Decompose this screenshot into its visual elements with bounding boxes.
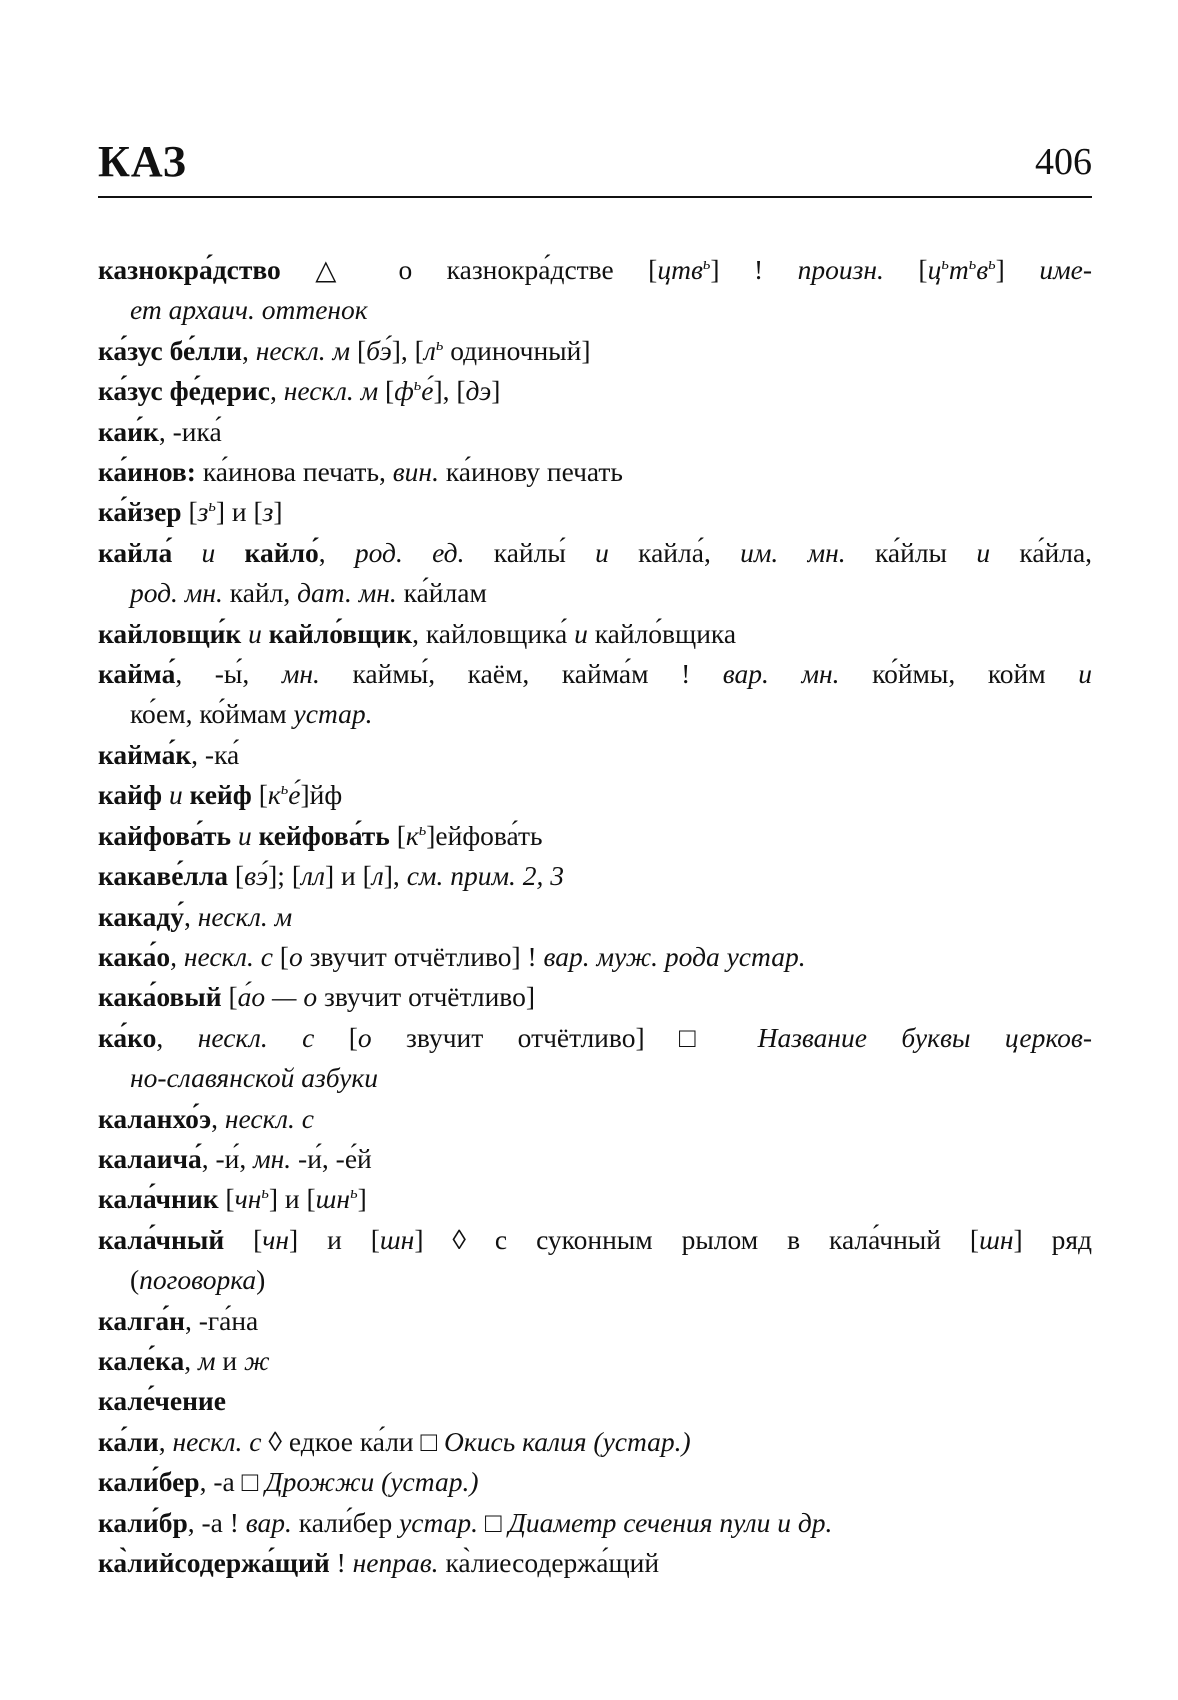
grammar-note: и	[241, 617, 269, 649]
entry-text: ка́йла,	[990, 536, 1093, 568]
grammar-note: см. прим. 2, 3	[406, 860, 564, 892]
headword: кайла́	[98, 536, 173, 568]
headword: кала́чник	[98, 1183, 219, 1215]
entry-line	[98, 897, 1092, 937]
headword: кака́о	[98, 940, 171, 972]
entry-line	[98, 1139, 1092, 1179]
dictionary-entry	[98, 1503, 1092, 1543]
entry-text: ко́ем, ко́ймам	[130, 698, 294, 730]
entry-line	[98, 1462, 1092, 1502]
grammar-note: произн.	[797, 254, 884, 285]
entry-continuation-line	[98, 290, 1092, 330]
entry-text: ]; [	[268, 860, 301, 892]
dictionary-entry	[98, 1543, 1092, 1583]
headword: кайло́вщик	[268, 617, 413, 649]
entry-text: ] ◊ с суконным рылом в кала́чный [	[414, 1223, 980, 1255]
grammar-note: л	[371, 860, 384, 892]
grammar-note: ет архаич. оттенок	[130, 294, 368, 326]
headword: кейфова́ть	[258, 819, 390, 851]
entry-text: , -и́,	[201, 1142, 254, 1174]
entry-text: , -а □	[199, 1466, 266, 1498]
entry-text: , кайловщика́	[412, 617, 575, 649]
grammar-note: и	[231, 819, 259, 851]
entry-continuation-line	[98, 1260, 1092, 1300]
entry-line	[98, 816, 1092, 856]
headword: ка́йзер	[98, 496, 182, 528]
entry-text: кайла́,	[608, 536, 741, 568]
grammar-note: но-славянской азбуки	[130, 1062, 378, 1094]
softness-mark: ь	[261, 1183, 269, 1203]
dictionary-entry	[98, 775, 1092, 815]
grammar-note: и	[162, 779, 190, 811]
entry-text: ]	[357, 1183, 367, 1215]
entry-text: , -ика́	[158, 415, 222, 447]
entry-line	[98, 1220, 1092, 1260]
entry-text: кайлы́	[464, 536, 596, 568]
dictionary-entry	[98, 1301, 1092, 1341]
entry-text: , -ы́,	[175, 658, 282, 690]
entry-text: [	[350, 334, 367, 366]
grammar-note: чн	[262, 1223, 290, 1255]
entry-line	[98, 331, 1092, 371]
grammar-note: нескл. м	[197, 900, 293, 932]
grammar-note: им. мн.	[740, 536, 846, 568]
headword: ка́зус бе́лли	[98, 334, 242, 366]
entry-line	[98, 977, 1092, 1017]
grammar-note: о	[288, 940, 303, 972]
entry-text: звучит отчётливо] □	[371, 1021, 758, 1053]
headword: кала́чный	[98, 1223, 225, 1255]
entry-text: □	[478, 1506, 509, 1538]
entry-text: одиночный]	[443, 334, 591, 366]
headword: калaича́	[98, 1142, 202, 1174]
headword: кака́овый	[98, 981, 222, 1013]
entry-text: ,	[269, 375, 284, 407]
grammar-note: мн.	[281, 658, 320, 690]
entry-text: кайл,	[222, 577, 298, 609]
grammar-note: устар.	[399, 1506, 479, 1538]
grammar-note: род. мн.	[130, 577, 223, 609]
headword: кайло́	[244, 536, 319, 568]
entry-line	[98, 614, 1092, 654]
entry-text: ], [	[433, 375, 466, 407]
grammar-note: и	[595, 536, 609, 568]
grammar-note: к	[405, 819, 419, 851]
softness-mark: ь	[435, 334, 444, 354]
grammar-note: лл	[300, 860, 325, 892]
entry-text: [	[228, 860, 245, 892]
entry-text: ,	[318, 536, 355, 568]
grammar-note: к	[267, 779, 281, 811]
entry-line	[98, 1341, 1092, 1381]
grammar-note: вар. муж. рода устар.	[543, 940, 806, 972]
grammar-note: бэ́	[366, 334, 392, 366]
entry-text: ,	[184, 900, 198, 932]
entry-line	[98, 1503, 1092, 1543]
entry-line	[98, 856, 1092, 896]
header-rule	[98, 196, 1092, 198]
headword: казнокра́дство	[98, 254, 281, 285]
grammar-note: вин.	[392, 456, 439, 488]
headword: ка́инов:	[98, 456, 196, 488]
entry-text: )	[256, 1264, 266, 1296]
entry-text: ,	[158, 1425, 173, 1457]
grammar-note: л	[423, 334, 436, 366]
entry-line	[98, 775, 1092, 815]
headword: кейф	[189, 779, 252, 811]
grammar-note: вэ́	[244, 860, 269, 892]
entry-text: ка́инова печать,	[195, 456, 393, 488]
page-number: 406	[1035, 141, 1092, 183]
entry-text: ],	[383, 860, 407, 892]
dictionary-entry	[98, 1381, 1092, 1421]
entry-text: , -ка́	[191, 738, 240, 770]
headword: ка́ко	[98, 1021, 157, 1053]
grammar-note: устар.	[293, 698, 373, 730]
softness-mark: ь	[988, 253, 996, 273]
grammar-note: неправ.	[352, 1547, 439, 1578]
entry-text: ка́йлам	[396, 577, 487, 609]
dictionary-entry	[98, 250, 1092, 331]
entry-text: ко́ймы, койм	[839, 658, 1079, 690]
entry-text: !	[329, 1547, 353, 1578]
grammar-note: нескл. с	[224, 1102, 314, 1134]
dictionary-entry	[98, 856, 1092, 896]
softness-mark: ь	[941, 253, 949, 273]
grammar-note: м	[197, 1344, 216, 1376]
headword: каланхо́э	[98, 1102, 212, 1134]
entry-text: ◊ едкое ка́ли □	[261, 1425, 445, 1457]
headword: кали́бр	[98, 1506, 188, 1538]
grammar-note: Дрожжи (устар.)	[265, 1466, 479, 1498]
entry-text: -и́, -е́й	[291, 1142, 372, 1174]
entry-text: [	[181, 496, 198, 528]
headword: кайфова́ть	[98, 819, 232, 851]
headword: калга́н	[98, 1304, 185, 1336]
dictionary-entry	[98, 412, 1092, 452]
entry-text: [	[314, 1021, 358, 1053]
entry-text: кали́бер	[291, 1506, 400, 1538]
entry-text: [	[224, 1223, 263, 1255]
entry-text: [	[251, 779, 268, 811]
entry-line	[98, 250, 1092, 290]
softness-mark: ь	[702, 253, 711, 273]
grammar-note: т	[948, 254, 969, 285]
entry-line	[98, 371, 1092, 411]
grammar-note: нескл. м	[255, 334, 351, 366]
grammar-note: Диаметр сечения пули и др.	[508, 1506, 833, 1538]
headword: кайма́	[98, 658, 176, 690]
grammar-note: , нескл. с	[170, 940, 273, 972]
grammar-note: з	[197, 496, 209, 528]
grammar-note: в	[976, 254, 989, 285]
dictionary-entry	[98, 897, 1092, 937]
entry-line	[98, 412, 1092, 452]
entry-text: ]	[995, 254, 1040, 285]
grammar-note: нескл. с	[197, 1021, 315, 1053]
grammar-note: и	[172, 536, 245, 568]
entry-line	[98, 735, 1092, 775]
entry-text: [	[389, 819, 406, 851]
entry-text: [	[883, 254, 928, 285]
entry-continuation-line	[98, 694, 1092, 734]
dictionary-entry	[98, 371, 1092, 411]
dictionary-entry	[98, 614, 1092, 654]
entry-line	[98, 937, 1092, 977]
entry-text: ,	[211, 1102, 225, 1134]
entry-line	[98, 1381, 1092, 1421]
softness-mark: ь	[208, 496, 216, 516]
headword: какаве́лла	[98, 860, 229, 892]
headword: кале́чение	[98, 1385, 226, 1417]
grammar-note: чн	[234, 1183, 262, 1215]
entry-text: ]ейфова́ть	[426, 819, 543, 851]
grammar-note: име-	[1039, 254, 1092, 285]
grammar-note: ж	[244, 1344, 270, 1376]
entry-line	[98, 1422, 1092, 1462]
dictionary-entry	[98, 1139, 1092, 1179]
entry-continuation-line	[98, 1058, 1092, 1098]
dictionary-entry	[98, 1099, 1092, 1139]
grammar-note: е́	[421, 375, 434, 407]
dictionary-entry	[98, 1462, 1092, 1502]
grammar-note: нескл. м	[283, 375, 379, 407]
entry-text: ка́йлы	[845, 536, 977, 568]
entry-text: [	[218, 1183, 235, 1215]
entry-text: ] и [	[268, 1183, 316, 1215]
grammar-note: шн	[979, 1223, 1014, 1255]
softness-mark: ь	[350, 1183, 358, 1203]
entry-text: ]	[273, 496, 283, 528]
softness-mark: ь	[280, 779, 289, 799]
dictionary-entries	[98, 250, 1092, 1583]
grammar-note: е́	[288, 779, 301, 811]
dictionary-entry	[98, 452, 1092, 492]
grammar-note: о	[357, 1021, 372, 1053]
grammar-note: вар.	[245, 1506, 292, 1538]
entry-text: ] ряд	[1013, 1223, 1092, 1255]
grammar-note: ф	[394, 375, 414, 407]
dictionary-entry	[98, 977, 1092, 1017]
entry-text: , -га́на	[184, 1304, 259, 1336]
dictionary-entry	[98, 331, 1092, 371]
grammar-note: нескл. с	[172, 1425, 262, 1457]
headword: ка́ли	[98, 1425, 159, 1457]
grammar-note: а́о — о	[237, 981, 318, 1013]
headword: кале́ка	[98, 1344, 185, 1376]
entry-line	[98, 1543, 1092, 1583]
headword: ка́зус фе́дерис	[98, 375, 270, 407]
grammar-note: ц	[927, 254, 942, 285]
dictionary-entry	[98, 735, 1092, 775]
entry-text: ] и [	[324, 860, 372, 892]
entry-text: ка́инову печать	[438, 456, 623, 488]
grammar-note: цтв	[657, 254, 703, 285]
headword: ка̀лийсодержа́щий	[98, 1547, 330, 1578]
entry-text: ] и [	[289, 1223, 380, 1255]
entry-text: [	[272, 940, 289, 972]
dictionary-entry	[98, 1220, 1092, 1301]
headword: кайф	[98, 779, 163, 811]
grammar-note: род. ед.	[354, 536, 465, 568]
grammar-note: дат. мн.	[297, 577, 397, 609]
entry-text: ]йф	[300, 779, 343, 811]
entry-line	[98, 1179, 1092, 1219]
entry-text: ], [	[391, 334, 424, 366]
entry-line	[98, 654, 1092, 694]
entry-line	[98, 1018, 1092, 1058]
grammar-note: поговорка	[139, 1264, 257, 1296]
entry-line	[98, 1099, 1092, 1139]
entry-text: ,	[184, 1344, 198, 1376]
entry-text: , -а !	[187, 1506, 246, 1538]
dictionary-entry	[98, 1422, 1092, 1462]
headword: кали́бер	[98, 1466, 200, 1498]
headword: кайма́к	[98, 738, 192, 770]
entry-text: звучит отчётливо] !	[302, 940, 544, 972]
grammar-note: Окись калия (устар.)	[444, 1425, 691, 1457]
softness-mark: ь	[413, 375, 422, 395]
entry-text: ка̀лиесодержа́щий	[438, 1547, 660, 1578]
softness-mark: ь	[968, 253, 977, 273]
grammar-note: и	[976, 536, 991, 568]
dictionary-entry	[98, 1018, 1092, 1099]
headword: каи́к	[98, 415, 159, 447]
grammar-note: шн	[379, 1223, 415, 1255]
guide-word: КАЗ	[98, 137, 187, 186]
softness-mark: ь	[418, 819, 427, 839]
entry-text: ,	[241, 334, 256, 366]
entry-text: ]	[491, 375, 501, 407]
entry-line	[98, 533, 1092, 573]
entry-text: и	[215, 1344, 245, 1376]
entry-text: ] !	[710, 254, 798, 285]
grammar-note: и	[574, 617, 588, 649]
grammar-note: шн	[315, 1183, 351, 1215]
entry-text: ,	[156, 1021, 198, 1053]
grammar-note: и	[1078, 658, 1092, 690]
grammar-note: дэ	[465, 375, 492, 407]
headword: кайловщи́к	[98, 617, 242, 649]
entry-text: (	[130, 1264, 140, 1296]
dictionary-entry	[98, 816, 1092, 856]
entry-line	[98, 452, 1092, 492]
entry-text: каймы́, каём, кайма́м !	[319, 658, 723, 690]
dictionary-entry	[98, 492, 1092, 532]
grammar-note: Название буквы церков-	[757, 1021, 1092, 1053]
grammar-note: вар. мн.	[722, 658, 840, 690]
dictionary-entry	[98, 1341, 1092, 1381]
dictionary-entry	[98, 654, 1092, 735]
dictionary-entry	[98, 533, 1092, 614]
grammar-note: з	[262, 496, 274, 528]
entry-text: кайло́вщика	[587, 617, 737, 649]
headword: какаду́	[98, 900, 185, 932]
dictionary-entry	[98, 1179, 1092, 1219]
grammar-note: мн.	[253, 1142, 292, 1174]
entry-line	[98, 492, 1092, 532]
dictionary-entry	[98, 937, 1092, 977]
entry-text: звучит отчётливо]	[317, 981, 535, 1013]
entry-text: [	[378, 375, 395, 407]
entry-line	[98, 1301, 1092, 1341]
entry-text: △ о казнокра́дстве [	[280, 254, 658, 285]
entry-continuation-line	[98, 573, 1092, 613]
entry-text: [	[221, 981, 238, 1013]
entry-text: ] и [	[215, 496, 263, 528]
